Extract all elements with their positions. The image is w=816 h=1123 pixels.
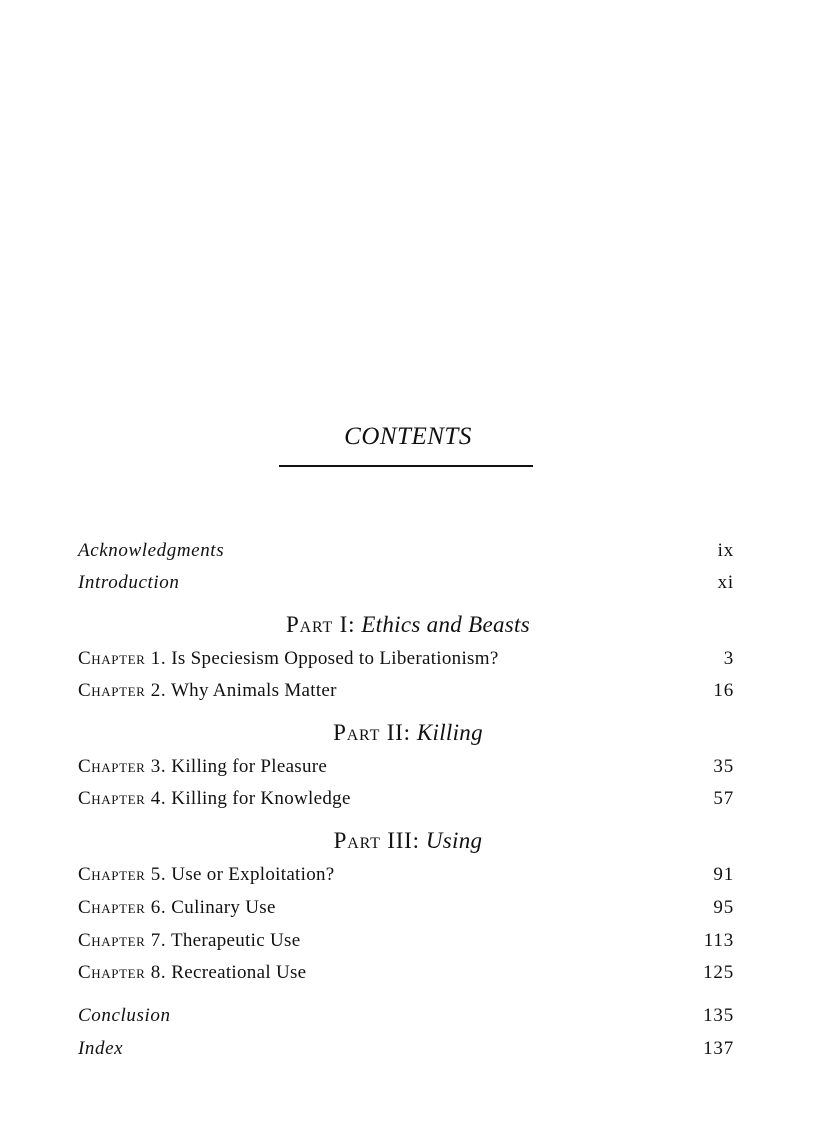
toc-entry-label: Index bbox=[78, 1038, 124, 1059]
toc-entry-label: Acknowledgments bbox=[78, 540, 225, 561]
chapter-title: Culinary Use bbox=[171, 897, 276, 918]
toc-entry-chapter-8[interactable] bbox=[78, 962, 734, 986]
part-heading-2 bbox=[0, 720, 816, 746]
part-title: Killing bbox=[416, 720, 483, 745]
toc-entry-conclusion[interactable] bbox=[78, 1005, 734, 1029]
part-prefix: Part III: bbox=[333, 828, 420, 853]
chapter-number: Chapter 3. bbox=[78, 756, 167, 777]
chapter-title: Use or Exploitation? bbox=[171, 864, 335, 885]
part-heading-1 bbox=[0, 612, 816, 638]
chapter-number: Chapter 5. bbox=[78, 864, 167, 885]
contents-heading: CONTENTS bbox=[344, 423, 472, 450]
toc-entry-chapter-2[interactable] bbox=[78, 680, 734, 704]
toc-entry-page: 16 bbox=[713, 680, 734, 701]
toc-entry-chapter-6[interactable] bbox=[78, 897, 734, 921]
toc-entry-chapter-4[interactable] bbox=[78, 788, 734, 812]
toc-entry-page: 35 bbox=[713, 756, 734, 777]
chapter-number: Chapter 8. bbox=[78, 962, 167, 983]
part-title: Ethics and Beasts bbox=[361, 612, 530, 637]
toc-entry-page: xi bbox=[717, 572, 734, 593]
toc-entry-index[interactable] bbox=[78, 1038, 734, 1062]
chapter-number: Chapter 6. bbox=[78, 897, 167, 918]
chapter-title: Killing for Knowledge bbox=[171, 788, 351, 809]
part-title: Using bbox=[425, 828, 483, 853]
toc-entry-page: 57 bbox=[713, 788, 734, 809]
toc-entry-chapter-7[interactable] bbox=[78, 930, 734, 954]
toc-entry-page: 113 bbox=[703, 930, 734, 951]
chapter-title: Recreational Use bbox=[171, 962, 307, 983]
chapter-title: Why Animals Matter bbox=[170, 680, 337, 701]
chapter-title: Killing for Pleasure bbox=[171, 756, 328, 777]
chapter-number: Chapter 7. bbox=[78, 930, 167, 951]
toc-entry-label: Introduction bbox=[78, 572, 180, 593]
part-prefix: Part II: bbox=[333, 720, 411, 745]
toc-entry-chapter-3[interactable] bbox=[78, 756, 734, 780]
chapter-number: Chapter 2. bbox=[78, 680, 167, 701]
toc-entry-page: 3 bbox=[723, 648, 734, 669]
toc-entry-page: 137 bbox=[703, 1038, 734, 1059]
toc-entry-label: Conclusion bbox=[78, 1005, 171, 1026]
chapter-title: Is Speciesism Opposed to Liberationism? bbox=[171, 648, 499, 669]
toc-entry-page: 95 bbox=[713, 897, 734, 918]
toc-entry-chapter-5[interactable] bbox=[78, 864, 734, 888]
chapter-number: Chapter 4. bbox=[78, 788, 167, 809]
part-heading-3 bbox=[0, 828, 816, 854]
chapter-number: Chapter 1. bbox=[78, 648, 167, 669]
toc-entry-acknowledgments[interactable] bbox=[78, 540, 734, 564]
toc-entry-page: 91 bbox=[713, 864, 734, 885]
toc-entry-page: 125 bbox=[703, 962, 734, 983]
heading-underline bbox=[279, 465, 533, 467]
part-prefix: Part I: bbox=[286, 612, 356, 637]
toc-entry-introduction[interactable] bbox=[78, 572, 734, 596]
toc-entry-page: ix bbox=[717, 540, 734, 561]
toc-entry-page: 135 bbox=[703, 1005, 734, 1026]
chapter-title: Therapeutic Use bbox=[170, 930, 301, 951]
toc-entry-chapter-1[interactable] bbox=[78, 648, 734, 672]
